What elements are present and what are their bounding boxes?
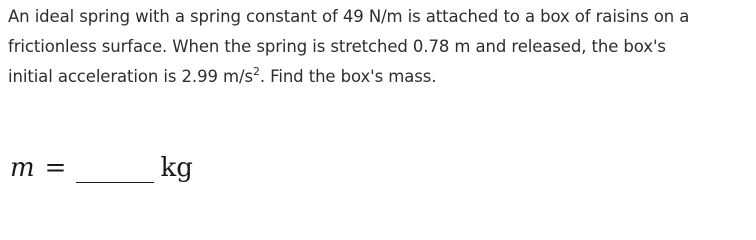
problem-line-1: An ideal spring with a spring constant of 49 N/m is attached to a box of raisins on a [8,7,690,26]
problem-line-3-text: initial acceleration is 2.99 m/s [8,67,253,86]
answer-blank-field[interactable] [76,153,154,183]
problem-line-3 [8,62,748,92]
exponent-superscript: 2 [252,64,260,78]
problem-line-2: frictionless surface. When the spring is stretched 0.78 m and released, the box's [8,37,666,56]
problem-line-3-end: . Find the box's mass. [259,67,437,86]
answer-unit: kg [160,153,193,183]
problem-statement [8,2,748,92]
equals-sign: = [44,153,67,183]
answer-variable: m [10,153,35,183]
answer-row [10,147,193,183]
